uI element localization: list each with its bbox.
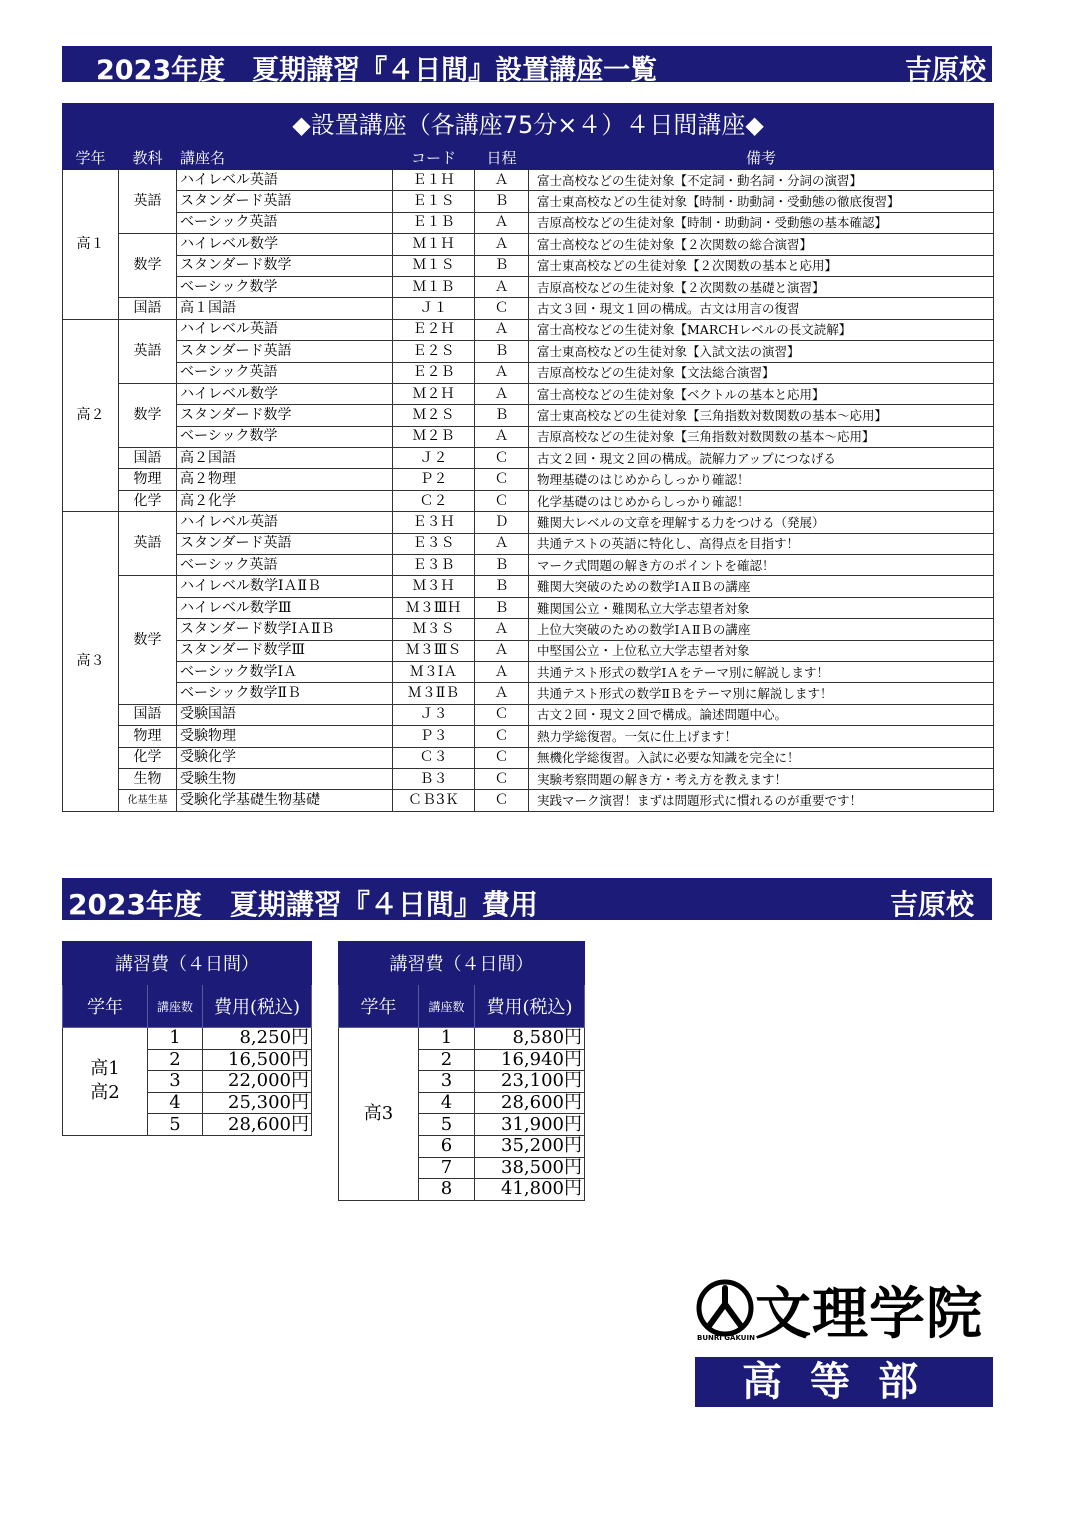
fee-count-cell: 8 (419, 1179, 475, 1201)
grade-cell: 高３ (63, 512, 119, 811)
table-row (63, 298, 994, 319)
course-name-cell: ハイレベル英語 (177, 319, 393, 340)
schedule-cell: Ｃ (475, 448, 529, 469)
course-name-cell: ハイレベル英語 (177, 512, 393, 533)
schedule-cell: Ｃ (475, 298, 529, 319)
table-row (63, 255, 994, 276)
fee-count-cell: 2 (419, 1049, 475, 1071)
fee-price-cell: 28,600円 (203, 1114, 312, 1136)
schedule-cell: Ａ (475, 661, 529, 682)
notes-cell: 実験考察問題の解き方・考え方を教えます！ (529, 768, 994, 789)
subject-cell: 国語 (119, 298, 177, 319)
subject-cell: 国語 (119, 704, 177, 725)
table-row (63, 426, 994, 447)
table-row (63, 597, 994, 618)
subject-cell: 物理 (119, 469, 177, 490)
subject-cell: 英語 (119, 170, 177, 234)
logo-division: 高等部 (695, 1357, 993, 1407)
table-row (63, 576, 994, 597)
bunri-emblem-icon (695, 1278, 755, 1338)
notes-cell: 富士高校などの生徒対象【２次関数の総合演習】 (529, 234, 994, 255)
subject-cell: 数学 (119, 576, 177, 704)
table-row (63, 747, 994, 768)
fee-price-cell: 16,940円 (475, 1049, 585, 1071)
course-name-cell: スタンダード数学 (177, 405, 393, 426)
fee-col-grade: 学年 (339, 985, 419, 1028)
page-title: 2023年度 夏期講習『４日間』設置講座一覧 (96, 55, 658, 86)
col-header-grade: 学年 (63, 147, 119, 170)
course-name-cell: ハイレベル数学 (177, 383, 393, 404)
schedule-cell: Ｃ (475, 790, 529, 811)
fee-price-cell: 31,900円 (475, 1114, 585, 1136)
fee-col-count: 講座数 (419, 985, 475, 1028)
subject-cell: 化学 (119, 747, 177, 768)
course-code-cell: Ｅ１Ｓ (393, 191, 475, 212)
notes-cell: 化学基礎のはじめからしっかり確認！ (529, 490, 994, 511)
table-row (63, 512, 994, 533)
course-code-cell: Ｅ２Ｈ (393, 319, 475, 340)
schedule-cell: Ｂ (475, 255, 529, 276)
notes-cell: 吉原高校などの生徒対象【２次関数の基礎と演習】 (529, 276, 994, 297)
course-code-cell: Ｍ３ⅢＳ (393, 640, 475, 661)
fee-row (63, 1028, 312, 1050)
schedule-cell: Ｂ (475, 341, 529, 362)
fee-price-cell: 38,500円 (475, 1157, 585, 1179)
course-name-cell: ハイレベル数学ⅠＡⅡＢ (177, 576, 393, 597)
subject-cell: 生物 (119, 768, 177, 789)
schedule-cell: Ｂ (475, 191, 529, 212)
schedule-cell: Ａ (475, 212, 529, 233)
course-name-cell: 受験国語 (177, 704, 393, 725)
course-code-cell: Ｊ１ (393, 298, 475, 319)
table-row (63, 448, 994, 469)
fee-price-cell: 8,250円 (203, 1028, 312, 1050)
fee-row (339, 1028, 585, 1050)
course-name-cell: スタンダード英語 (177, 533, 393, 554)
course-name-cell: ハイレベル数学Ⅲ (177, 597, 393, 618)
fee-count-cell: 4 (419, 1092, 475, 1114)
notes-cell: 物理基礎のはじめからしっかり確認！ (529, 469, 994, 490)
course-table-body (63, 170, 994, 812)
course-name-cell: スタンダード数学 (177, 255, 393, 276)
school-logo (695, 1270, 993, 1410)
notes-cell: 実践マーク演習！まずは問題形式に慣れるのが重要です！ (529, 790, 994, 811)
schedule-cell: Ａ (475, 640, 529, 661)
course-code-cell: Ｅ２Ｓ (393, 341, 475, 362)
notes-cell: 吉原高校などの生徒対象【三角指数対数関数の基本～応用】 (529, 426, 994, 447)
schedule-cell: Ａ (475, 234, 529, 255)
notes-cell: 吉原高校などの生徒対象【時制・助動詞・受動態の基本確認】 (529, 212, 994, 233)
course-name-cell: ベーシック英語 (177, 362, 393, 383)
fee-table-grade3 (338, 941, 585, 1201)
notes-cell: 富士高校などの生徒対象【ベクトルの基本と応用】 (529, 383, 994, 404)
course-code-cell: Ｊ３ (393, 704, 475, 725)
title-banner-fees (62, 878, 992, 920)
col-header-subject: 教科 (119, 147, 177, 170)
fee-table-body (339, 1028, 585, 1201)
campus-name: 吉原校 (905, 55, 986, 86)
fee-count-cell: 3 (148, 1071, 203, 1093)
fee-col-grade: 学年 (63, 985, 148, 1028)
course-code-cell: ＣＢ3Ｋ (393, 790, 475, 811)
schedule-cell: Ｃ (475, 768, 529, 789)
table-row (63, 276, 994, 297)
fee-price-cell: 25,300円 (203, 1092, 312, 1114)
course-name-cell: スタンダード英語 (177, 341, 393, 362)
notes-cell: 上位大突破のための数学ⅠＡⅡＢの講座 (529, 619, 994, 640)
table-row (63, 555, 994, 576)
grade-cell: 高２ (63, 319, 119, 512)
schedule-cell: Ａ (475, 319, 529, 340)
fee-grade-cell: 高1 高2 (63, 1028, 148, 1136)
course-name-cell: 高２国語 (177, 448, 393, 469)
course-name-cell: ベーシック数学ⅡＢ (177, 683, 393, 704)
schedule-cell: Ａ (475, 362, 529, 383)
course-code-cell: Ｅ３Ｂ (393, 555, 475, 576)
notes-cell: 難関大突破のための数学ⅠＡⅡＢの講座 (529, 576, 994, 597)
course-name-cell: ハイレベル英語 (177, 170, 393, 191)
course-name-cell: ベーシック数学ⅠＡ (177, 661, 393, 682)
subject-cell: 英語 (119, 512, 177, 576)
subject-cell: 数学 (119, 383, 177, 447)
table-row (63, 362, 994, 383)
course-name-cell: スタンダード英語 (177, 191, 393, 212)
notes-cell: 古文３回・現文１回の構成。古文は用言の復習 (529, 298, 994, 319)
table-row (63, 726, 994, 747)
schedule-cell: Ｂ (475, 555, 529, 576)
course-code-cell: Ｍ３ⅡＢ (393, 683, 475, 704)
course-code-cell: Ｐ３ (393, 726, 475, 747)
notes-cell: 熱力学総復習。一気に仕上げます！ (529, 726, 994, 747)
table-row (63, 704, 994, 725)
course-name-cell: ベーシック数学 (177, 276, 393, 297)
schedule-cell: Ｄ (475, 512, 529, 533)
fee-price-cell: 28,600円 (475, 1092, 585, 1114)
fee-count-cell: 3 (419, 1071, 475, 1093)
schedule-cell: Ａ (475, 619, 529, 640)
course-name-cell: 受験生物 (177, 768, 393, 789)
notes-cell: 無機化学総復習。入試に必要な知識を完全に！ (529, 747, 994, 768)
course-code-cell: Ｍ１Ｂ (393, 276, 475, 297)
fee-count-cell: 6 (419, 1135, 475, 1157)
notes-cell: 富士高校などの生徒対象【MARCHレベルの長文読解】 (529, 319, 994, 340)
fee-price-cell: 41,800円 (475, 1179, 585, 1201)
course-name-cell: ベーシック数学 (177, 426, 393, 447)
course-code-cell: Ｍ２Ｈ (393, 383, 475, 404)
course-code-cell: Ｅ３Ｓ (393, 533, 475, 554)
course-code-cell: Ｅ２Ｂ (393, 362, 475, 383)
course-name-cell: スタンダード数学ⅠＡⅡＢ (177, 619, 393, 640)
table-row (63, 405, 994, 426)
course-code-cell: Ｍ３ⅠＡ (393, 661, 475, 682)
fee-col-price: 費用(税込) (203, 985, 312, 1028)
notes-cell: 難関大レベルの文章を理解する力をつける（発展） (529, 512, 994, 533)
title-banner-courses (62, 46, 992, 86)
table-row (63, 234, 994, 255)
notes-cell: 共通テスト形式の数学ⅠＡをテーマ別に解説します！ (529, 661, 994, 682)
schedule-cell: Ｃ (475, 469, 529, 490)
course-name-cell: 高２物理 (177, 469, 393, 490)
table-row (63, 490, 994, 511)
fee-count-cell: 5 (419, 1114, 475, 1136)
course-name-cell: 高１国語 (177, 298, 393, 319)
fee-table-caption: 講習費（４日間） (63, 942, 312, 985)
schedule-cell: Ｂ (475, 576, 529, 597)
table-row (63, 341, 994, 362)
table-row (63, 661, 994, 682)
schedule-cell: Ａ (475, 383, 529, 404)
schedule-cell: Ａ (475, 276, 529, 297)
fee-price-cell: 35,200円 (475, 1135, 585, 1157)
col-header-code: コード (393, 147, 475, 170)
table-row (63, 170, 994, 191)
schedule-cell: Ｃ (475, 490, 529, 511)
subject-cell: 化基生基 (119, 790, 177, 811)
schedule-cell: Ｃ (475, 704, 529, 725)
course-code-cell: Ｅ１Ｂ (393, 212, 475, 233)
fee-col-count: 講座数 (148, 985, 203, 1028)
table-row (63, 640, 994, 661)
course-name-cell: ベーシック英語 (177, 212, 393, 233)
notes-cell: 吉原高校などの生徒対象【文法総合演習】 (529, 362, 994, 383)
fee-price-cell: 22,000円 (203, 1071, 312, 1093)
course-table-caption: ◆設置講座（各講座75分×４）４日間講座◆ (63, 104, 994, 147)
fee-table-grade1-2 (62, 941, 312, 1136)
schedule-cell: Ｂ (475, 405, 529, 426)
grade-cell: 高１ (63, 170, 119, 320)
fee-col-price: 費用(税込) (475, 985, 585, 1028)
course-table (62, 103, 994, 812)
subject-cell: 国語 (119, 448, 177, 469)
fee-count-cell: 5 (148, 1114, 203, 1136)
logo-name: 文理学院 (755, 1282, 983, 1347)
fee-table-body (63, 1028, 312, 1136)
course-name-cell: 受験化学基礎生物基礎 (177, 790, 393, 811)
course-name-cell: ハイレベル数学 (177, 234, 393, 255)
table-row (63, 469, 994, 490)
course-name-cell: ベーシック英語 (177, 555, 393, 576)
table-row (63, 319, 994, 340)
fees-campus-name: 吉原校 (889, 888, 974, 921)
course-code-cell: Ｅ１Ｈ (393, 170, 475, 191)
course-code-cell: Ｍ２Ｓ (393, 405, 475, 426)
col-header-notes: 備考 (529, 147, 994, 170)
subject-cell: 英語 (119, 319, 177, 383)
fee-table-caption: 講習費（４日間） (339, 942, 585, 985)
course-name-cell: 受験物理 (177, 726, 393, 747)
schedule-cell: Ａ (475, 533, 529, 554)
notes-cell: 古文２回・現文２回で構成。論述問題中心。 (529, 704, 994, 725)
course-code-cell: Ｐ２ (393, 469, 475, 490)
col-header-schedule: 日程 (475, 147, 529, 170)
notes-cell: 中堅国公立・上位私立大学志望者対象 (529, 640, 994, 661)
table-row (63, 619, 994, 640)
course-code-cell: Ｊ２ (393, 448, 475, 469)
notes-cell: 共通テストの英語に特化し、高得点を目指す！ (529, 533, 994, 554)
notes-cell: 富士東高校などの生徒対象【入試文法の演習】 (529, 341, 994, 362)
notes-cell: 古文２回・現文２回の構成。読解力アップにつなげる (529, 448, 994, 469)
schedule-cell: Ｃ (475, 747, 529, 768)
course-name-cell: スタンダード数学Ⅲ (177, 640, 393, 661)
course-name-cell: 受験化学 (177, 747, 393, 768)
notes-cell: 富士高校などの生徒対象【不定詞・動名詞・分詞の演習】 (529, 170, 994, 191)
fee-price-cell: 16,500円 (203, 1049, 312, 1071)
fee-price-cell: 8,580円 (475, 1028, 585, 1050)
subject-cell: 数学 (119, 234, 177, 298)
notes-cell: 富士東高校などの生徒対象【時制・助動詞・受動態の徹底復習】 (529, 191, 994, 212)
fee-price-cell: 23,100円 (475, 1071, 585, 1093)
fee-count-cell: 2 (148, 1049, 203, 1071)
course-name-cell: 高２化学 (177, 490, 393, 511)
notes-cell: 難関国公立・難関私立大学志望者対象 (529, 597, 994, 618)
fee-count-cell: 7 (419, 1157, 475, 1179)
course-code-cell: Ｍ３ⅢＨ (393, 597, 475, 618)
notes-cell: 富士東高校などの生徒対象【三角指数対数関数の基本～応用】 (529, 405, 994, 426)
table-row (63, 212, 994, 233)
table-row (63, 768, 994, 789)
notes-cell: 共通テスト形式の数学ⅡＢをテーマ別に解説します！ (529, 683, 994, 704)
fee-grade-cell: 高3 (339, 1028, 419, 1201)
course-code-cell: Ｍ３Ｓ (393, 619, 475, 640)
course-code-cell: Ｍ１Ｈ (393, 234, 475, 255)
logo-subtitle: BUNRI GAKUIN (697, 1334, 755, 1342)
table-row (63, 383, 994, 404)
course-code-cell: Ｍ３Ｈ (393, 576, 475, 597)
fees-title: 2023年度 夏期講習『４日間』費用 (68, 888, 538, 921)
subject-cell: 物理 (119, 726, 177, 747)
fee-count-cell: 1 (419, 1028, 475, 1050)
course-code-cell: Ｍ２Ｂ (393, 426, 475, 447)
table-row (63, 191, 994, 212)
notes-cell: 富士東高校などの生徒対象【２次関数の基本と応用】 (529, 255, 994, 276)
course-code-cell: Ｃ３ (393, 747, 475, 768)
schedule-cell: Ｂ (475, 597, 529, 618)
schedule-cell: Ａ (475, 683, 529, 704)
col-header-course-name: 講座名 (177, 147, 393, 170)
subject-cell: 化学 (119, 490, 177, 511)
table-row (63, 683, 994, 704)
notes-cell: マーク式問題の解き方のポイントを確認！ (529, 555, 994, 576)
course-code-cell: Ｅ３Ｈ (393, 512, 475, 533)
course-code-cell: Ｂ３ (393, 768, 475, 789)
table-row (63, 790, 994, 811)
table-row (63, 533, 994, 554)
schedule-cell: Ａ (475, 170, 529, 191)
schedule-cell: Ａ (475, 426, 529, 447)
fee-count-cell: 1 (148, 1028, 203, 1050)
course-code-cell: Ｃ２ (393, 490, 475, 511)
schedule-cell: Ｃ (475, 726, 529, 747)
fee-count-cell: 4 (148, 1092, 203, 1114)
course-code-cell: Ｍ１Ｓ (393, 255, 475, 276)
